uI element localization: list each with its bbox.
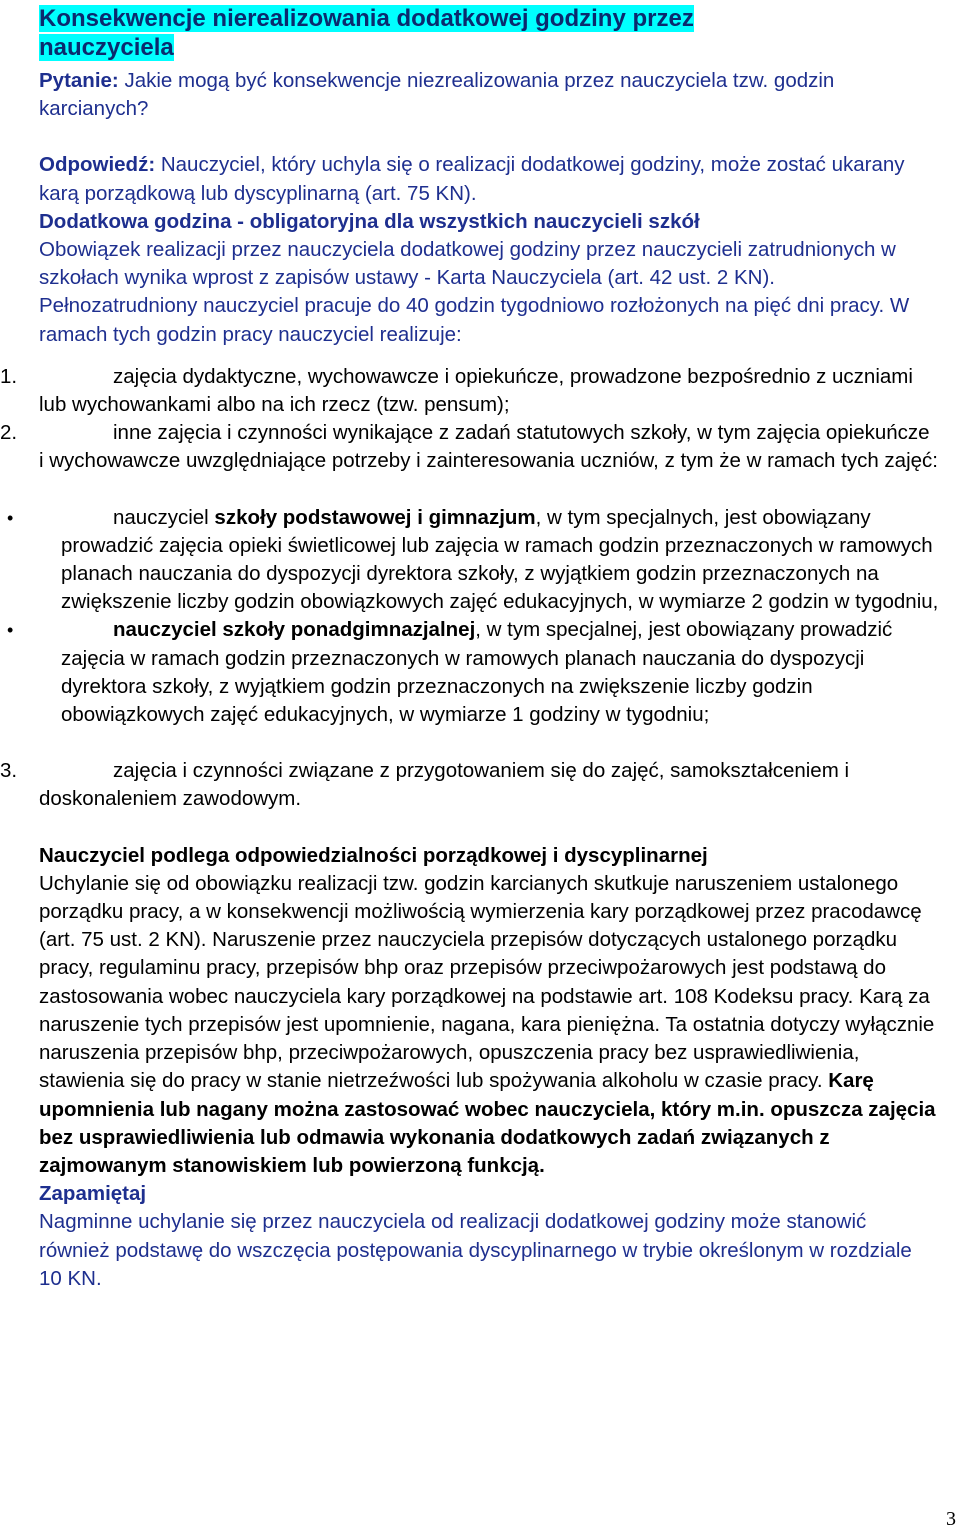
title-line-1: Konsekwencje nierealizowania dodatkowej godziny przez bbox=[39, 5, 694, 32]
section1-paragraph bbox=[39, 208, 939, 349]
remember-text: Nagminne uchylanie się przez nauczyciela od realizacji dodatkowej godziny może stanowić również podstawę do wszczęcia postępowania dyscyplinarnego w trybie określonym w rozdziale 10 KN. bbox=[39, 1210, 912, 1290]
answer-text: Nauczyciel, który uchyla się o realizacji dodatkowej godziny, może zostać ukarany karą porządkową lub dyscyplinarną (art. 75 KN). bbox=[39, 153, 905, 205]
bullet-item-2 bbox=[7, 616, 939, 729]
document-page bbox=[0, 4, 939, 1293]
question-paragraph bbox=[39, 67, 939, 123]
bullet-post: , w tym specjalnych, jest obowiązany prowadzić zajęcia opieki świetlicowej lub zajęcia w ramach godzin przeznaczonych w ramowych planach nauczania do dyspozycji dyrektora szkoły, z wyjątkiem godzin przeznaczonych na zwiększenie liczby godzin obowiązkowych zajęć edukacyjnych, w wymiarze 2 godzin w tygodniu, bbox=[61, 505, 939, 614]
bullet-bold: nauczyciel szkoły ponadgimnazjalnej bbox=[113, 618, 476, 642]
answer-paragraph bbox=[39, 151, 939, 207]
question-text: Jakie mogą być konsekwencje niezrealizowania przez nauczyciela tzw. godzin karcianych? bbox=[39, 69, 835, 121]
list-text: zajęcia i czynności związane z przygotowaniem się do zajęć, samokształceniem i doskonaleniem zawodowym. bbox=[39, 759, 850, 811]
page-number: 3 bbox=[946, 1508, 956, 1530]
bullet-bold: szkoły podstawowej i gimnazjum bbox=[214, 505, 536, 529]
list-number: 3. bbox=[0, 759, 18, 783]
bullet-icon: • bbox=[7, 620, 14, 641]
article-title bbox=[39, 4, 939, 62]
question-label: Pytanie: bbox=[39, 69, 119, 92]
bullet-item-1 bbox=[7, 504, 939, 617]
section2-paragraph bbox=[39, 842, 939, 1180]
bullet-icon: • bbox=[7, 507, 14, 528]
bullet-pre: nauczyciel bbox=[113, 505, 215, 529]
bullet-post: , w tym specjalnej, jest obowiązany prowadzić zajęcia w ramach godzin przeznaczonych w ramowych planach nauczania do dyspozycji dyrektora szkoły, z wyjątkiem godzin przeznaczonych na zwiększenie liczby godzin obowiązkowych zajęć edukacyjnych, w wymiarze 1 godziny w tygodniu; bbox=[61, 618, 893, 727]
list-number: 2. bbox=[0, 421, 18, 445]
section2-text: Uchylanie się od obowiązku realizacji tzw. godzin karcianych skutkuje naruszeniem ustalonego porządku pracy, a w konsekwencji możliwością wymierzenia kary porządkowej przez pracodawcę (art. 75 ust. 2 KN). Naruszenie przez nauczyciela przepisów dotyczących ustalonego porządku pracy, regulaminu pracy, przepisów bhp oraz przepisów przeciwpożarowych jest podstawą do zastosowania wobec nauczyciela kary porządkowej na podstawie art. 108 Kodeksu pracy. Karą za naruszenie tych przepisów jest upomnienie, nagana, kara pieniężna. Ta ostatnia dotyczy wyłącznie naruszenia przepisów bhp, przeciwpożarowych, opuszczenia pracy bez usprawiedliwienia, stawienia się do pracy w stanie nietrzeźwości lub spożywania alkoholu w czasie pracy. bbox=[39, 871, 935, 1093]
list-item-2 bbox=[0, 419, 939, 475]
section2-bold-text: Karę upomnienia lub nagany można zastosować wobec nauczyciela, który m.in. opuszcza zajęcia bez usprawiedliwienia lub odmawia wykonania dodatkowych zadań związanych z zajmowanym stanowiskiem lub powierzoną funkcją. bbox=[39, 1069, 936, 1177]
list-text: inne zajęcia i czynności wynikające z zadań statutowych szkoły, w tym zajęcia opiekuńcze i wychowawcze uwzględniające potrzeby i zainteresowania uczniów, z tym że w ramach tych zajęć: bbox=[39, 421, 938, 473]
section1-heading: Dodatkowa godzina - obligatoryjna dla wszystkich nauczycieli szkół bbox=[39, 209, 700, 233]
section2-heading: Nauczyciel podlega odpowiedzialności porządkowej i dyscyplinarnej bbox=[39, 843, 708, 867]
section1-text: Obowiązek realizacji przez nauczyciela dodatkowej godziny przez nauczycieli zatrudnionych w szkołach wynika wprost z zapisów ustawy - Karta Nauczyciela (art. 42 ust. 2 KN). Pełnozatrudniony nauczyciel pracuje do 40 godzin tygodniowo rozłożonych na pięć dni pracy. W ramach tych godzin pracy nauczyciel realizuje: bbox=[39, 238, 910, 346]
title-line-2: nauczyciela bbox=[39, 34, 174, 61]
answer-label: Odpowiedź: bbox=[39, 153, 156, 177]
list-item-1 bbox=[0, 363, 939, 419]
remember-heading: Zapamiętaj bbox=[39, 1182, 147, 1206]
list-text: zajęcia dydaktyczne, wychowawcze i opiekuńcze, prowadzone bezpośrednio z uczniami lub wychowankami albo na ich rzecz (tzw. pensum); bbox=[39, 364, 913, 417]
list-number: 1. bbox=[0, 364, 18, 388]
list-item-3 bbox=[0, 757, 939, 813]
remember-paragraph bbox=[39, 1180, 939, 1293]
